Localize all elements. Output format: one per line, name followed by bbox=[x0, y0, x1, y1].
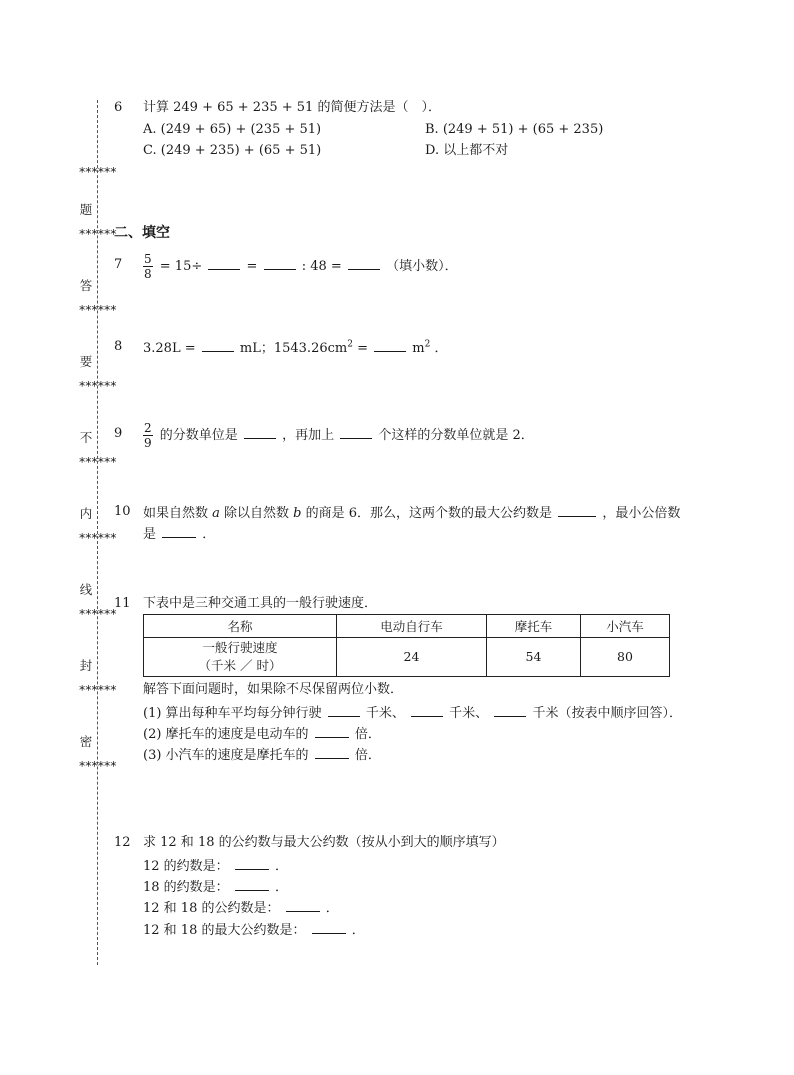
answer-blank[interactable] bbox=[558, 503, 596, 517]
seal-char-yao: 要 bbox=[79, 354, 93, 369]
question-12-line-2 bbox=[143, 877, 288, 897]
text: (2) 摩托车的速度是电动车的 bbox=[143, 727, 309, 742]
seal-stars-1: ****** bbox=[79, 164, 117, 179]
answer-blank[interactable] bbox=[494, 703, 526, 717]
text: （填小数）． bbox=[386, 259, 458, 274]
seal-stars-4: ****** bbox=[79, 378, 117, 393]
text: 除以自然数 bbox=[219, 506, 294, 521]
text: : 48 = bbox=[301, 259, 342, 274]
seal-stars-5: ****** bbox=[79, 454, 117, 469]
text: ． bbox=[325, 901, 339, 916]
question-number: 9 bbox=[114, 426, 123, 441]
text: ，最小公倍数 bbox=[602, 506, 681, 521]
answer-blank[interactable] bbox=[244, 425, 276, 439]
text: 18 的约数是： bbox=[143, 880, 229, 895]
seal-char-da: 答 bbox=[79, 278, 93, 293]
speed-table bbox=[143, 614, 670, 677]
seal-char-bu: 不 bbox=[79, 430, 93, 445]
table-cell: 80 bbox=[581, 638, 670, 677]
text: 千米（按表中顺序回答）． bbox=[532, 706, 682, 721]
text: ． bbox=[351, 923, 365, 938]
text: 的分数单位是 bbox=[159, 428, 238, 443]
question-number: 11 bbox=[114, 596, 131, 611]
question-stem: 下表中是三种交通工具的一般行驶速度． bbox=[143, 596, 378, 611]
text: 12 和 18 的公约数是： bbox=[143, 901, 280, 916]
answer-blank[interactable] bbox=[374, 338, 406, 352]
table-header: 电动自行车 bbox=[337, 615, 487, 638]
text: ． bbox=[202, 527, 216, 542]
seal-char-mi: 密 bbox=[79, 734, 93, 749]
option-d: D. 以上都不对 bbox=[425, 143, 509, 158]
text: 倍． bbox=[354, 727, 381, 742]
text: 千米、 bbox=[449, 706, 489, 721]
answer-blank[interactable] bbox=[328, 703, 360, 717]
answer-blank[interactable] bbox=[202, 338, 234, 352]
text: ． bbox=[434, 341, 448, 356]
question-12-line-1 bbox=[143, 856, 288, 876]
answer-blank[interactable] bbox=[286, 898, 320, 912]
question-number: 6 bbox=[114, 100, 123, 115]
seal-char-ti: 题 bbox=[79, 202, 93, 217]
seal-stars-6: ****** bbox=[79, 530, 117, 545]
text: = bbox=[357, 341, 368, 356]
answer-blank[interactable] bbox=[235, 856, 269, 870]
seal-stars-2: ****** bbox=[79, 226, 117, 241]
table-header-row bbox=[144, 615, 670, 638]
table-row bbox=[144, 638, 670, 677]
fraction-denominator: 8 bbox=[144, 267, 152, 281]
answer-blank[interactable] bbox=[208, 256, 240, 270]
seal-stars-3: ****** bbox=[79, 302, 117, 317]
table-header: 小汽车 bbox=[581, 615, 670, 638]
text: 的商是 6．那么，这两个数的最大公约数是 bbox=[301, 506, 553, 521]
superscript: 2 bbox=[347, 339, 353, 350]
answer-blank[interactable] bbox=[312, 920, 346, 934]
text: 12 的约数是： bbox=[143, 859, 229, 874]
text: 3.28L = bbox=[143, 341, 196, 356]
answer-blank[interactable] bbox=[340, 425, 372, 439]
row-label-line-1: 一般行驶速度 bbox=[202, 640, 278, 655]
fraction bbox=[143, 421, 153, 450]
answer-blank[interactable] bbox=[235, 877, 269, 891]
seal-char-feng: 封 bbox=[79, 658, 93, 673]
question-12-line-3 bbox=[143, 898, 339, 918]
text: ． bbox=[274, 859, 288, 874]
text: 12 和 18 的最大公约数是： bbox=[143, 923, 306, 938]
question-12-line-4 bbox=[143, 920, 365, 940]
text: 倍． bbox=[354, 748, 381, 763]
question-9-line bbox=[143, 421, 534, 450]
option-b: B. (249 + 51) + (65 + 235) bbox=[425, 122, 604, 137]
question-10-line-1 bbox=[143, 503, 680, 523]
answer-blank[interactable] bbox=[348, 256, 380, 270]
option-a: A. (249 + 65) + (235 + 51) bbox=[143, 122, 322, 137]
question-stem: 求 12 和 18 的公约数与最大公约数（按从小到大的顺序填写） bbox=[143, 835, 505, 850]
text: ，再加上 bbox=[282, 428, 335, 443]
answer-blank[interactable] bbox=[315, 724, 349, 738]
text: (1) 算出每种车平均每分钟行驶 bbox=[143, 706, 322, 721]
question-note: 解答下面问题时，如果除不尽保留两位小数． bbox=[143, 682, 404, 697]
answer-blank[interactable] bbox=[315, 745, 349, 759]
table-header: 摩托车 bbox=[487, 615, 581, 638]
question-number: 7 bbox=[114, 257, 123, 272]
seal-char-xian: 线 bbox=[79, 582, 93, 597]
fraction-denominator: 9 bbox=[144, 436, 152, 450]
table-header: 名称 bbox=[144, 615, 337, 638]
text: (3) 小汽车的速度是摩托车的 bbox=[143, 748, 309, 763]
answer-blank[interactable] bbox=[264, 256, 296, 270]
question-7-line bbox=[143, 252, 458, 281]
text: 是 bbox=[143, 527, 157, 542]
question-11-part-1 bbox=[143, 703, 682, 723]
variable-b: b bbox=[293, 506, 302, 521]
text: 千米、 bbox=[365, 706, 405, 721]
question-8-line bbox=[143, 338, 448, 358]
fraction-numerator: 5 bbox=[144, 252, 152, 266]
superscript: 2 bbox=[424, 339, 431, 350]
text: 个这样的分数单位就是 2． bbox=[378, 428, 534, 443]
table-cell: 24 bbox=[337, 638, 487, 677]
option-c: C. (249 + 235) + (65 + 51) bbox=[143, 143, 322, 158]
row-label-line-2: （千米 ／ 时） bbox=[198, 658, 282, 673]
section-title: 二、填空 bbox=[114, 225, 170, 241]
answer-blank[interactable] bbox=[411, 703, 443, 717]
question-number: 12 bbox=[114, 835, 131, 850]
seal-line-warning bbox=[79, 164, 117, 801]
question-number: 8 bbox=[114, 339, 123, 354]
fraction-numerator: 2 bbox=[144, 421, 152, 435]
seal-stars-7: ****** bbox=[79, 606, 117, 621]
question-11-part-3 bbox=[143, 745, 381, 765]
question-number: 10 bbox=[114, 504, 131, 519]
seal-stars-8: ****** bbox=[79, 682, 117, 697]
seal-stars-9: ****** bbox=[79, 758, 117, 773]
text: mL；1543.26cm bbox=[239, 341, 348, 356]
text: ． bbox=[274, 880, 288, 895]
text: 如果自然数 bbox=[143, 506, 213, 521]
seal-char-nei: 内 bbox=[79, 506, 93, 521]
table-cell: 54 bbox=[487, 638, 581, 677]
table-row-label bbox=[144, 638, 337, 677]
text: = 15÷ bbox=[159, 259, 203, 274]
answer-blank[interactable] bbox=[162, 524, 196, 538]
question-stem: 计算 249 + 65 + 235 + 51 的简便方法是（ ）． bbox=[143, 100, 441, 115]
question-10-line-2 bbox=[143, 524, 215, 544]
fraction bbox=[143, 252, 153, 281]
text: = bbox=[246, 259, 258, 274]
text: m bbox=[412, 341, 425, 356]
question-11-part-2 bbox=[143, 724, 381, 744]
variable-a: a bbox=[212, 506, 220, 521]
